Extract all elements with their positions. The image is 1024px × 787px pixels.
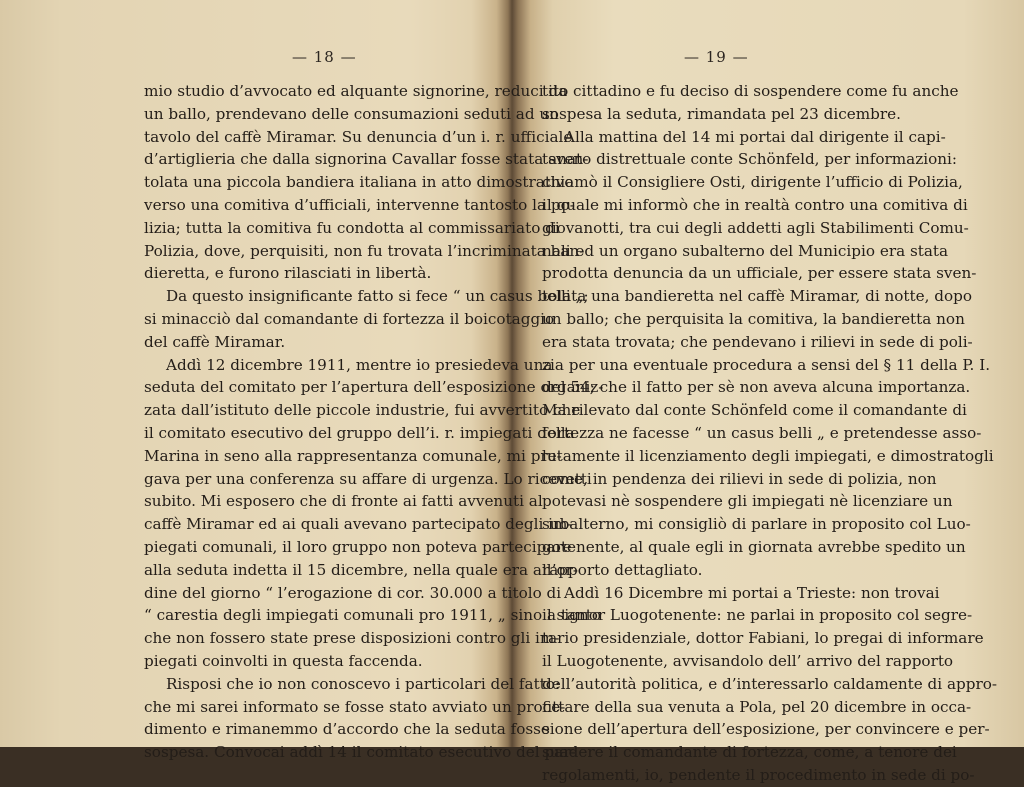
text-line: caffè Miramar ed ai quali avevano partecipato degli im-: [144, 515, 573, 534]
text-line: Risposi che io non conoscevo i particolari del fatto:: [166, 674, 561, 693]
text-line: il comitato esecutivo del gruppo dell’i. r. impiegati della: [144, 423, 575, 442]
text-line: tolata una piccola bandiera italiana in atto dimostrativo: [144, 173, 574, 192]
page-text: [542, 80, 997, 787]
text-line: gotenente, al quale egli in giornata avrebbe spedito un: [542, 537, 966, 556]
text-line: sospesa. Convocai addì 14 il comitato esecutivo del par-: [144, 743, 576, 762]
text-line: che non fossero state prese disposizioni contro gli im-: [144, 629, 560, 648]
text-line: giovanotti, tra cui degli addetti agli Stabilimenti Comu-: [542, 218, 969, 237]
text-line: Da questo insignificante fatto si fece “ un casus belli „;: [166, 287, 589, 306]
page-number: — 19 —: [684, 48, 749, 66]
text-line: piegati comunali, il loro gruppo non poteva partecipare: [144, 537, 572, 556]
text-line: che mi sarei informato se fosse stato avviato un proce-: [144, 697, 566, 716]
text-line: tanato distrettuale conte Schönfeld, per informazioni:: [542, 150, 957, 169]
text-line: fortezza ne facesse “ un casus belli „ e pretendesse asso-: [542, 423, 982, 442]
text-line: verso una comitiva d’ufficiali, intervenne tantosto la po-: [144, 195, 575, 214]
text-line: lutamente il licenziamento degli impiegati, e dimostratogli: [542, 446, 994, 465]
text-line: dell’autorità politica, e d’interessarlo caldamente di appro-: [542, 674, 997, 693]
text-line: piegati coinvolti in questa faccenda.: [144, 651, 423, 670]
text-line: nali ed un organo subalterno del Municipio era stata: [542, 241, 949, 260]
text-line: come, in pendenza dei rilievi in sede di polizia, non: [542, 469, 937, 488]
text-line: tito cittadino e fu deciso di sospendere come fu anche: [542, 82, 959, 100]
text-line: del 54; che il fatto per sè non aveva alcuna importanza.: [542, 378, 971, 397]
text-line: sospesa la seduta, rimandata pel 23 dicembre.: [542, 104, 901, 123]
text-line: alla seduta indetta il 15 dicembre, nella quale era all’or-: [144, 560, 579, 579]
page-number: — 18 —: [292, 48, 357, 66]
text-line: mio studio d’avvocato ed alquante signorine, reduci da: [144, 82, 568, 100]
text-line: subito. Mi esposero che di fronte ai fatti avvenuti al: [144, 492, 543, 511]
text-line: prodotta denuncia da un ufficiale, per essere stata sven-: [542, 264, 977, 283]
text-line: subalterno, mi consigliò di parlare in proposito col Luo-: [542, 515, 971, 534]
text-line: tavolo del caffè Miramar. Su denuncia d’un i. r. ufficiale: [144, 127, 573, 146]
text-line: tolata una bandieretta nel caffè Miramar, di notte, dopo: [542, 287, 973, 306]
page-text: [144, 80, 604, 764]
text-line: era stata trovata; che pendevano i rilievi in sede di poli-: [542, 332, 973, 351]
text-line: zata dall’istituto delle piccole industrie, fui avvertito che: [144, 401, 581, 420]
text-line: dieretta, e furono rilasciati in libertà.: [144, 264, 432, 283]
text-line: seduta del comitato per l’apertura dell’esposizione organiz-: [144, 378, 604, 397]
text-line: il Luogotenente, avvisandolo dell’ arrivo del rapporto: [542, 651, 954, 670]
text-line: si minacciò dal comandante di fortezza il boicotaggio: [144, 309, 555, 328]
text-line: il signor Luogotenente: ne parlai in proposito col segre-: [542, 606, 973, 625]
text-line: tario presidenziale, dottor Fabiani, lo pregai di informare: [542, 629, 984, 648]
right-page: [514, 0, 1024, 784]
text-line: Alla mattina del 14 mi portai dal dirigente il capi-: [564, 127, 946, 146]
text-line: Addì 12 dicembre 1911, mentre io presiedeva una: [166, 355, 553, 374]
text-line: Ma rilevato dal conte Schönfeld come il comandante di: [542, 401, 967, 420]
text-line: suadere il comandante di fortezza, come, a tenore dei: [542, 743, 957, 762]
text-line: zia per una eventuale procedura a sensi del § 11 della P. I.: [542, 355, 991, 374]
text-line: Marina in seno alla rappresentanza comunale, mi pre-: [144, 446, 562, 465]
text-line: potevasi nè sospendere gli impiegati nè licenziare un: [542, 492, 953, 511]
text-line: dimento e rimanemmo d’accordo che la seduta fosse: [144, 720, 550, 739]
text-line: sione dell’apertura dell’esposizione, per convincere e per-: [542, 720, 990, 739]
text-line: gava per una conferenza su affare di urgenza. Lo ricevetti: [144, 469, 592, 488]
text-line: rapporto dettagliato.: [542, 560, 703, 579]
text-line: un ballo, prendevano delle consumazioni seduti ad un: [144, 104, 559, 123]
text-line: “ carestia degli impiegati comunali pro 1911, „ sino a tanto: [144, 606, 602, 625]
text-line: d’artiglieria che dalla signorina Cavallar fosse stata sven-: [144, 150, 589, 169]
text-line: lizia; tutta la comitiva fu condotta al commissariato di: [144, 218, 560, 237]
text-line: un ballo; che perquisita la comitiva, la bandieretta non: [542, 309, 965, 328]
text-line: Polizia, dove, perquisiti, non fu trovata l’incriminata ban-: [144, 241, 585, 260]
text-line: il quale mi informò che in realtà contro una comitiva di: [542, 195, 968, 214]
text-line: chiamò il Consigliere Osti, dirigente l’ufficio di Polizia,: [542, 173, 963, 192]
text-line: fittare della sua venuta a Pola, pel 20 dicembre in occa-: [542, 697, 972, 716]
text-line: dine del giorno “ l’erogazione di cor. 30.000 a titolo di: [144, 583, 562, 602]
text-line: regolamenti, io, pendente il procedimento in sede di po-: [542, 765, 975, 784]
text-line: del caffè Miramar.: [144, 332, 286, 351]
text-line: Addì 16 Dicembre mi portai a Trieste: non trovai: [564, 583, 940, 602]
